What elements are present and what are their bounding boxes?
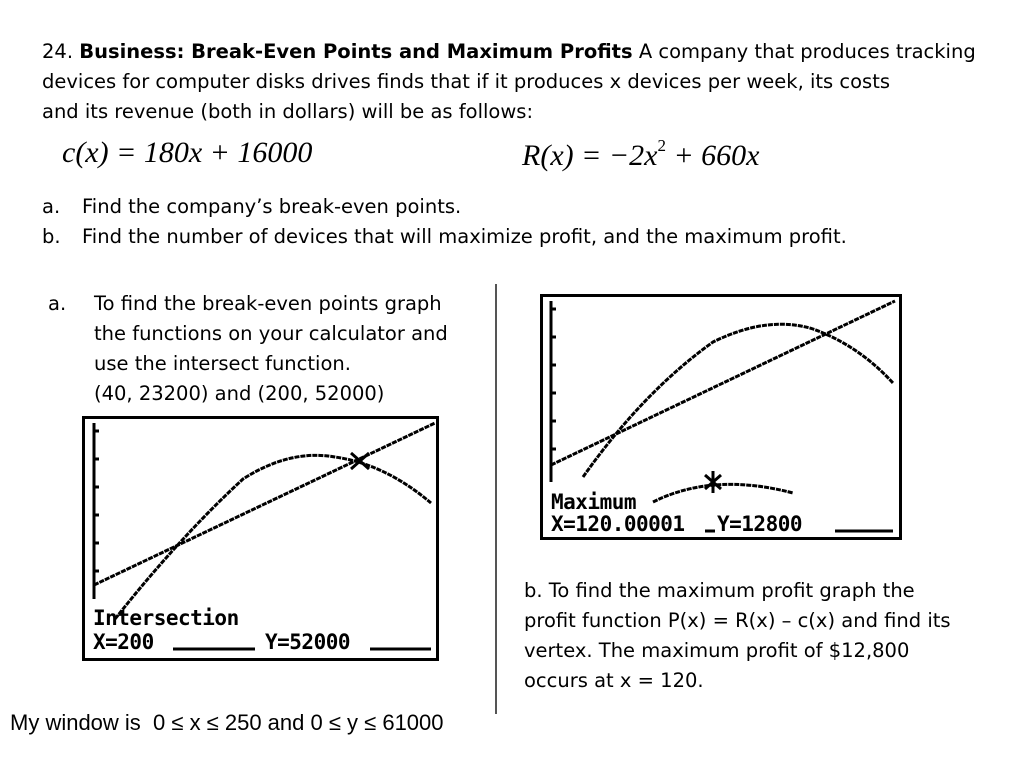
intersection-x-readout: X=200 bbox=[93, 630, 154, 654]
problem-title: Business: Break-Even Points and Maximum Profits bbox=[79, 40, 633, 63]
cost-formula: c(x) = 180x + 16000 bbox=[62, 136, 313, 169]
maximum-cursor-icon bbox=[705, 471, 721, 493]
answer-a bbox=[48, 289, 488, 409]
problem-line-1 bbox=[42, 37, 992, 67]
answer-a-line: use the intersect function. bbox=[94, 352, 351, 375]
revenue-function-curve bbox=[583, 324, 893, 477]
intersection-cursor-icon bbox=[351, 453, 369, 469]
intersection-label: Intersection bbox=[93, 606, 239, 630]
maximum-graph bbox=[543, 297, 899, 537]
problem-description-2: devices for computer disks drives finds that if it produces x devices per week, its costs bbox=[42, 70, 891, 93]
problem-number: 24. bbox=[42, 40, 74, 63]
task-marker: a. bbox=[42, 195, 61, 218]
answer-b-line: occurs at x = 120. bbox=[524, 669, 704, 692]
answer-a-marker: a. bbox=[48, 292, 67, 315]
answer-a-line: the functions on your calculator and bbox=[94, 322, 448, 345]
task-marker: b. bbox=[42, 225, 61, 248]
task-item-a bbox=[42, 192, 1002, 222]
cost-function-line bbox=[551, 301, 895, 465]
answer-a-line: To find the break-even points graph bbox=[94, 292, 442, 315]
answer-b-line: vertex. The maximum profit of $12,800 bbox=[524, 639, 910, 662]
window-note: My window is 0 ≤ x ≤ 250 and 0 ≤ y ≤ 61000 bbox=[10, 710, 444, 735]
profit-function-curve bbox=[653, 484, 793, 502]
problem-description-1: A company that produces tracking bbox=[638, 40, 976, 63]
revenue-exponent: 2 bbox=[657, 136, 666, 155]
revenue-formula: $R(x) = -2x^2 + 660x$ bbox=[522, 136, 760, 172]
maximum-x-readout: X=120.00001 bbox=[551, 512, 685, 536]
intersection-graph bbox=[85, 419, 436, 658]
task-item-b bbox=[42, 222, 1002, 252]
intersection-y-readout: Y=52000 bbox=[265, 630, 351, 654]
answer-b bbox=[524, 576, 1004, 696]
maximum-label: Maximum bbox=[551, 490, 637, 514]
task-list bbox=[42, 192, 1002, 252]
maximum-y-readout: Y=12800 bbox=[717, 512, 803, 536]
problem-description-3: and its revenue (both in dollars) will be as follows: bbox=[42, 100, 534, 123]
task-text: Find the number of devices that will maximize profit, and the maximum profit. bbox=[82, 225, 847, 248]
answer-b-line: b. To find the maximum profit graph the bbox=[524, 579, 915, 602]
break-even-points: (40, 23200) and (200, 52000) bbox=[94, 382, 385, 405]
task-text: Find the company’s break-even points. bbox=[82, 195, 462, 218]
problem-statement bbox=[42, 37, 992, 127]
calculator-screen-intersection bbox=[82, 416, 439, 661]
cost-function-line bbox=[94, 423, 435, 585]
calculator-screen-maximum bbox=[540, 294, 902, 540]
column-divider bbox=[495, 284, 497, 714]
answer-b-line: profit function P(x) = R(x) – c(x) and find its bbox=[524, 609, 951, 632]
revenue-function-curve bbox=[115, 455, 431, 619]
